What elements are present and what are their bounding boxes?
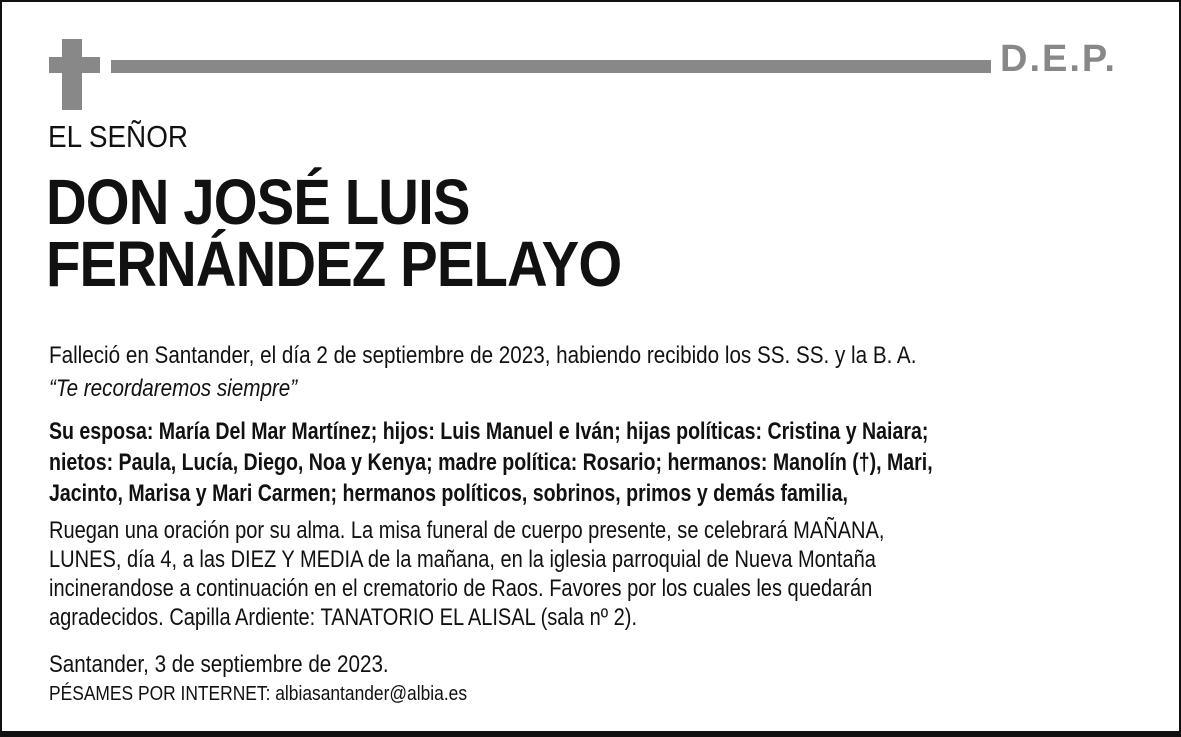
name-line-2: FERNÁNDEZ PELAYO — [46, 228, 622, 300]
family-line: Jacinto, Marisa y Mari Carmen; hermanos políticos, sobrinos, primos y demás familia, — [49, 480, 848, 507]
cross-icon-arm — [49, 57, 100, 73]
condolences-contact: PÉSAMES POR INTERNET: albiasantander@albia.es — [49, 683, 468, 705]
death-info: Falleció en Santander, el día 2 de septiembre de 2023, habiendo recibido los SS. SS. y la B. A. — [49, 342, 917, 369]
deceased-name — [46, 166, 622, 300]
honorific: EL SEÑOR — [48, 119, 189, 154]
place-date: Santander, 3 de septiembre de 2023. — [49, 651, 389, 678]
header-rule — [111, 60, 991, 73]
dep-label: D.E.P. — [1000, 38, 1117, 80]
mass-line: LUNES, día 4, a las DIEZ Y MEDIA de la mañana, en la iglesia parroquial de Nueva Montaña — [49, 546, 876, 573]
quote: “Te recordaremos siempre” — [49, 375, 298, 402]
mass-line: incinerandose a continuación en el crematorio de Raos. Favores por los cuales les quedarán — [49, 575, 873, 602]
mass-info — [49, 516, 884, 632]
mass-line: Ruegan una oración por su alma. La misa funeral de cuerpo presente, se celebrará MAÑANA, — [49, 517, 885, 544]
family-list — [49, 416, 933, 509]
family-line: nietos: Paula, Lucía, Diego, Noa y Kenya; madre política: Rosario; hermanos: Manolín (†), Mari, — [49, 449, 933, 476]
family-line: Su esposa: María Del Mar Martínez; hijos: Luis Manuel e Iván; hijas políticas: Cristina y Naiara; — [49, 418, 929, 445]
mass-line: agradecidos. Capilla Ardiente: TANATORIO EL ALISAL (sala nº 2). — [49, 604, 638, 631]
cross-icon — [62, 39, 82, 110]
name-line-1: DON JOSÉ LUIS — [46, 166, 470, 238]
